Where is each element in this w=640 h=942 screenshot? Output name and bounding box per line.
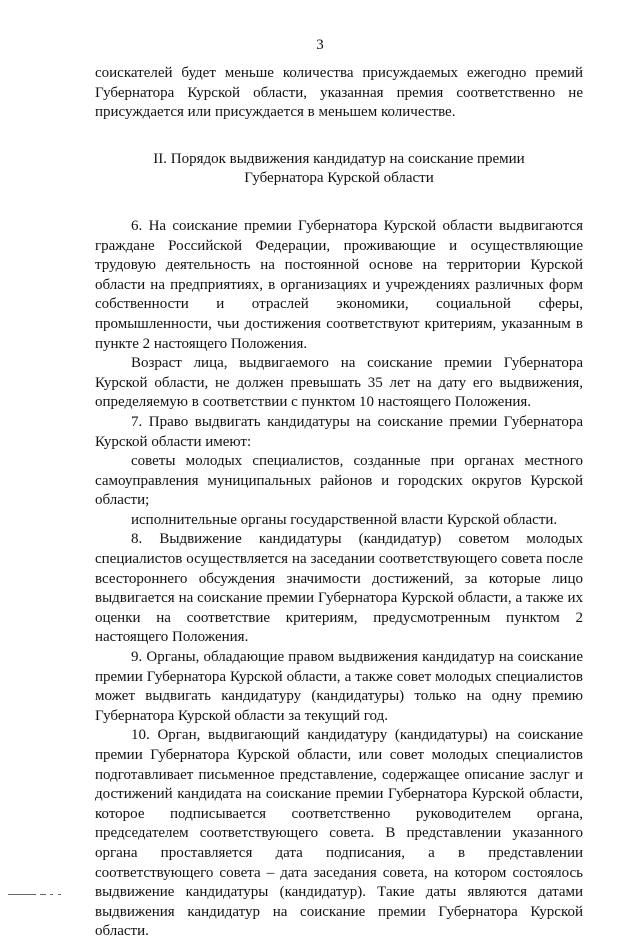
paragraph-6: 6. На соискание премии Губернатора Курской области выдвигаются граждане Российской Федерации, проживающие и осуществляющие трудовую деятельность на постоянной основе на территории Курской области на предприятиях, в организациях и учреждениях различных форм собственности и отраслей экономики, социальной сферы, промышленности, чьи достижения соответствуют критериям, указанным в пункте 2 настоящего Положения.	[95, 217, 583, 352]
document-body	[95, 64, 583, 942]
section-title	[95, 150, 583, 189]
footer-scan-mark	[8, 892, 68, 898]
paragraph-8: 8. Выдвижение кандидатуры (кандидатур) советом молодых специалистов осуществляется на заседании соответствующего совета после всестороннего обсуждения значимости достижений, за которые лицо выдвигается на соискание премии Губернатора Курской области, а также их оценки на соответствие критериям, предусмотренным пунктом 2 настоящего Положения.	[95, 531, 583, 646]
paragraph-9: 9. Органы, обладающие правом выдвижения кандидатур на соискание премии Губернатора Курской области, а также совет молодых специалистов может выдвигать кандидатуру (кандидатуры) только на одну премию Губернатора Курской области за текущий год.	[95, 649, 583, 724]
intro-paragraph: соискателей будет меньше количества присуждаемых ежегодно премий Губернатора Курской области, указанная премия соответственно не присуждается или присуждается в меньшем количестве.	[95, 65, 583, 121]
paragraph-7: 7. Право выдвигать кандидатуры на соискание премии Губернатора Курской области имеют:	[95, 413, 583, 450]
paragraph-6-age: Возраст лица, выдвигаемого на соискание премии Губернатора Курской области, не должен превышать 35 лет на дату его выдвижения, определяемую в соответствии с пунктом 10 настоящего Положения.	[95, 355, 583, 411]
paragraph-10: 10. Орган, выдвигающий кандидатуру (кандидатуры) на соискание премии Губернатора Курской области, или совет молодых специалистов подготавливает письменное представление, содержащее описание заслуг и достижений кандидата на соискание премии Губернатора Курской области, которое подписывается соответственно руководителем органа, председателем соответствующего совета. В представлении указанного органа проставляется дата подписания, а в представлении соответствующего совета – дата заседания совета, на котором состоялось выдвижение кандидатуры (кандидатур). Такие даты являются датами выдвижения кандидатур на соискание премии Губернатора Курской области.	[95, 727, 583, 940]
section-title-line-2: Губернатора Курской области	[244, 170, 434, 187]
page-number: 3	[316, 37, 324, 53]
paragraph-7-item-1: советы молодых специалистов, созданные при органах местного самоуправления муниципальных районов и городских округов Курской области;	[95, 453, 583, 509]
section-title-line-1: II. Порядок выдвижения кандидатур на соискание премии	[153, 150, 525, 167]
paragraph-7-item-2: исполнительные органы государственной власти Курской области.	[131, 511, 558, 528]
